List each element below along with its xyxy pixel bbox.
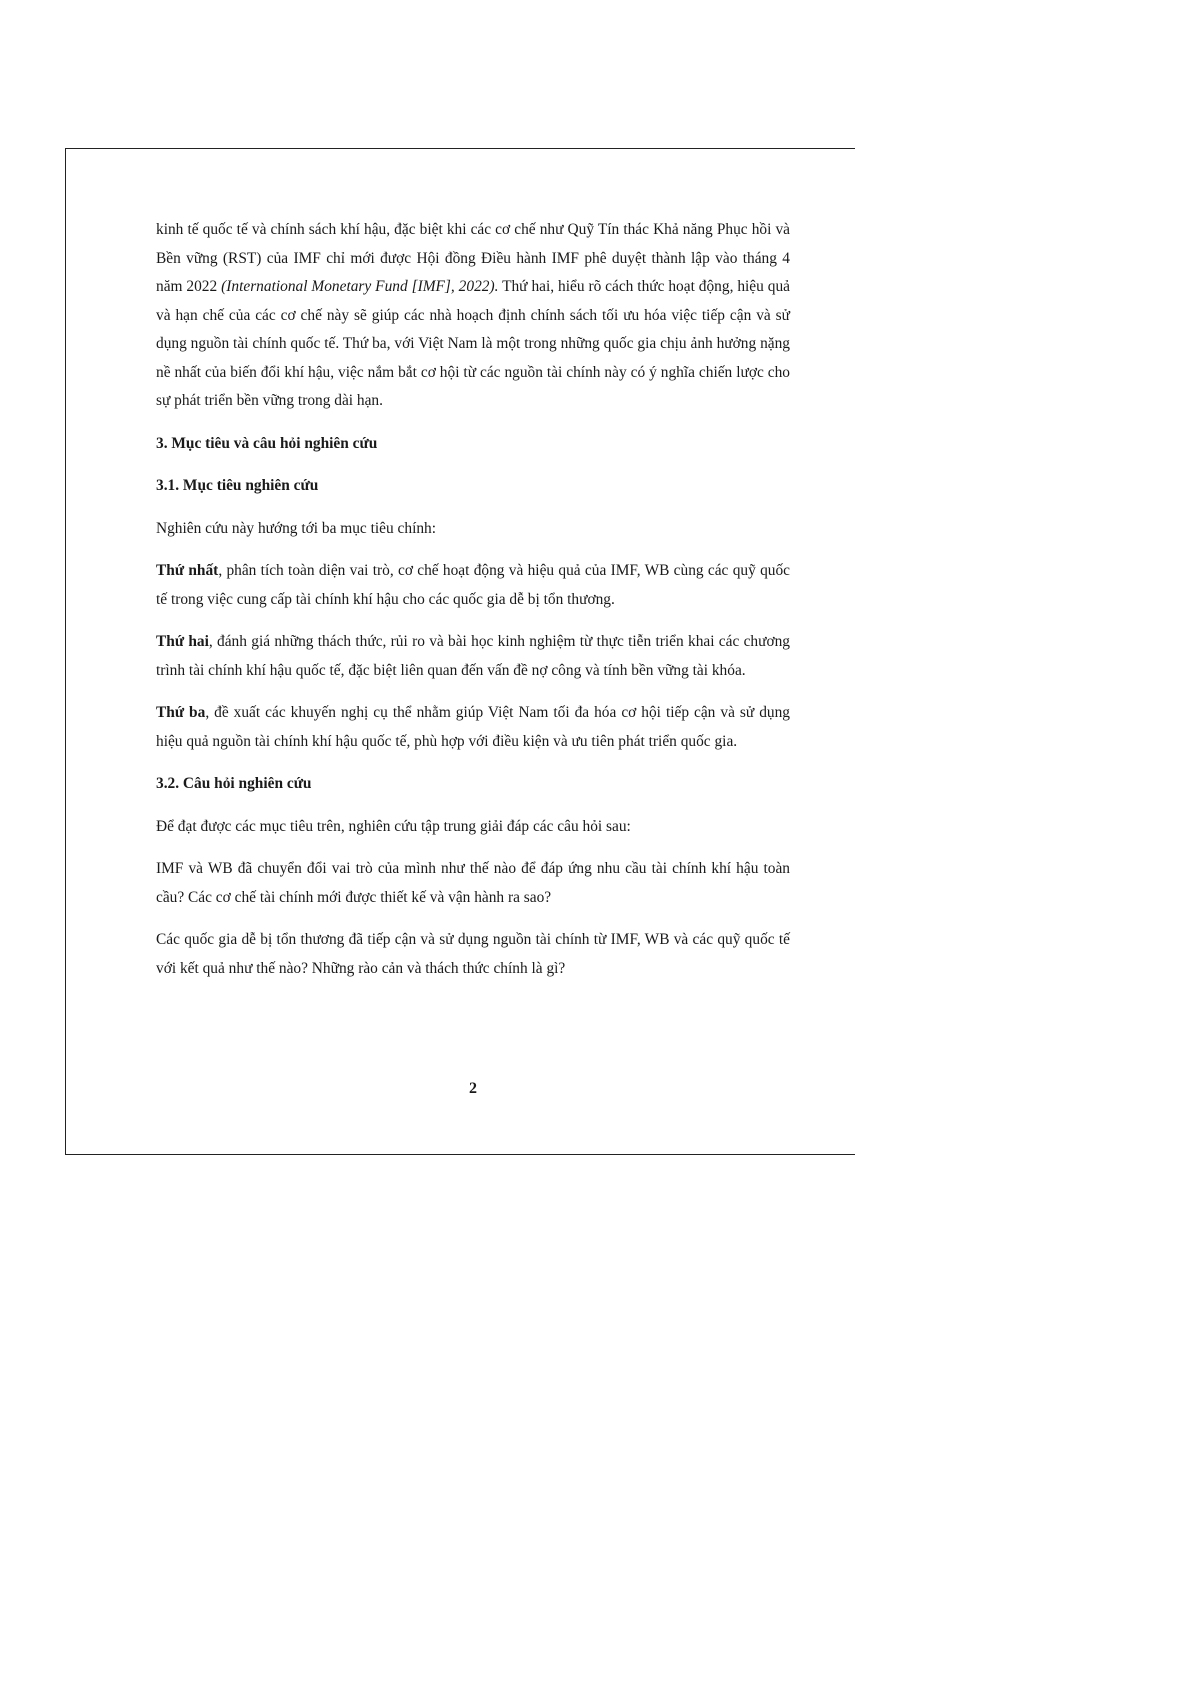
objective-label: Thứ nhất [156,562,219,579]
objectives-intro: Nghiên cứu này hướng tới ba mục tiêu chính: [156,519,437,537]
page-number: 2 [469,1080,477,1097]
intro-paragraph [156,216,790,416]
objective-text: , phân tích toàn diện vai trò, cơ chế hoạt động và hiệu quả của IMF, WB cùng các quỹ quốc tế trong việc cung cấp tài chính khí hậu cho các quốc gia dễ bị tổn thương. [156,562,790,608]
questions-intro: Để đạt được các mục tiêu trên, nghiên cứu tập trung giải đáp các câu hỏi sau: [156,817,631,835]
objective-item [156,628,790,685]
section-3-heading: 3. Mục tiêu và câu hỏi nghiên cứu [156,434,378,452]
section-3-1-heading: 3.1. Mục tiêu nghiên cứu [156,477,319,494]
objective-label: Thứ ba [156,704,206,721]
question-item: Các quốc gia dễ bị tổn thương đã tiếp cận và sử dụng nguồn tài chính từ IMF, WB và các quỹ quốc tế với kết quả như thế nào? Những rào cản và thách thức chính là gì? [156,931,790,977]
citation: (International Monetary Fund [IMF], 2022). [221,278,499,295]
document-body [156,216,790,997]
objective-text: , đề xuất các khuyến nghị cụ thể nhằm giúp Việt Nam tối đa hóa cơ hội tiếp cận và sử dụng hiệu quả nguồn tài chính khí hậu quốc tế, phù hợp với điều kiện và ưu tiên phát triển quốc gia. [156,704,790,750]
section-3-2-heading: 3.2. Câu hỏi nghiên cứu [156,775,312,792]
objective-text: , đánh giá những thách thức, rủi ro và bài học kinh nghiệm từ thực tiễn triển khai các chương trình tài chính khí hậu quốc tế, đặc biệt liên quan đến vấn đề nợ công và tính bền vững tài khóa. [156,633,790,679]
objective-item [156,699,790,756]
question-item: IMF và WB đã chuyển đổi vai trò của mình như thế nào để đáp ứng nhu cầu tài chính khí hậu toàn cầu? Các cơ chế tài chính mới được thiết kế và vận hành ra sao? [156,860,790,906]
intro-text-end: Thứ hai, hiểu rõ cách thức hoạt động, hiệu quả và hạn chế của các cơ chế này sẽ giúp các nhà hoạch định chính sách tối ưu hóa việc tiếp cận và sử dụng nguồn tài chính quốc tế. Thứ ba, với Việt Nam là một trong những quốc gia chịu ảnh hưởng nặng nề nhất của biến đổi khí hậu, việc nắm bắt cơ hội từ các nguồn tài chính này có ý nghĩa chiến lược cho sự phát triển bền vững trong dài hạn. [156,278,790,409]
intro-text-start: kinh tế quốc tế và chính sách khí hậu, đặc biệt khi các cơ chế như Quỹ Tín thác Khả năng Phục hồi và Bền vững (RST) của IMF chỉ mới được Hội đồng Điều hành IMF phê duyệt thành lập vào tháng 4 năm 2022 [156,221,790,295]
objective-item [156,557,790,614]
objective-label: Thứ hai [156,633,209,650]
